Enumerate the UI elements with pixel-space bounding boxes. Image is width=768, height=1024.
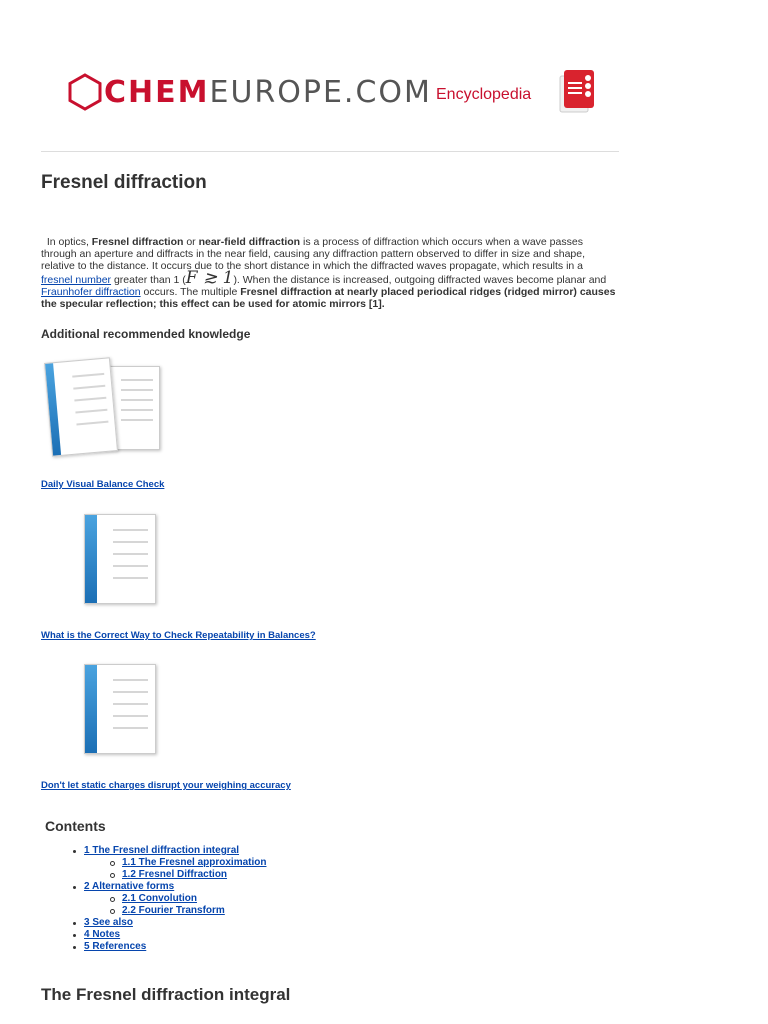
toc-link[interactable]: 1 The Fresnel diffraction integral <box>84 845 240 856</box>
toc-item <box>84 857 266 869</box>
toc-link[interactable]: 5 References <box>84 941 147 952</box>
logo-chem: CHEM <box>104 74 210 110</box>
toc-item <box>84 905 266 917</box>
encyclopedia-label[interactable]: Encyclopedia <box>436 86 532 103</box>
toc-link[interactable]: 2 Alternative forms <box>84 881 175 892</box>
recommended-link-3[interactable]: Don't let static charges disrupt your weighing accuracy <box>41 780 291 791</box>
toc-link[interactable]: 4 Notes <box>84 929 121 940</box>
toc-link[interactable]: 1.1 The Fresnel approximation <box>122 857 267 868</box>
toc-item <box>84 881 266 893</box>
contents-heading: Contents <box>45 818 106 834</box>
toc-item <box>84 917 266 929</box>
logo-rest: EUROPE.COM <box>209 74 432 110</box>
toc-item <box>84 893 266 905</box>
math-formula: F ≳ 1 <box>185 268 234 288</box>
toc-item <box>84 929 266 941</box>
encyclopedia-book-icon[interactable] <box>558 66 610 114</box>
recommended-link-2[interactable]: What is the Correct Way to Check Repeatability in Balances? <box>41 630 316 641</box>
site-header <box>68 64 628 124</box>
chemeurope-logo[interactable] <box>68 68 432 116</box>
recommended-link-1[interactable]: Daily Visual Balance Check <box>41 479 165 490</box>
toc-item <box>84 869 266 881</box>
recommended-thumbnail-3[interactable] <box>84 664 156 754</box>
table-of-contents <box>84 845 266 953</box>
toc-link[interactable]: 2.1 Convolution <box>122 893 197 904</box>
logo-text <box>104 75 432 110</box>
toc-link[interactable]: 3 See also <box>84 917 133 928</box>
hexagon-logo-icon <box>68 73 102 111</box>
header-divider <box>41 151 619 152</box>
fraunhofer-link[interactable]: Fraunhofer diffraction <box>41 286 141 298</box>
toc-link[interactable]: 2.2 Fourier Transform <box>122 905 225 916</box>
recommended-heading: Additional recommended knowledge <box>41 327 251 341</box>
toc-link[interactable]: 1.2 Fresnel Diffraction <box>122 869 228 880</box>
toc-item <box>84 845 266 857</box>
fresnel-number-link[interactable]: fresnel number <box>41 274 112 286</box>
toc-item <box>84 941 266 953</box>
recommended-thumbnail-2[interactable] <box>84 514 156 604</box>
recommended-thumbnail-1[interactable] <box>44 358 160 458</box>
intro-paragraph: In optics, Fresnel diffraction or near-field diffraction is a process of diffraction which occurs when a wave passes through an aperture and diffracts in the near field, causing any diffraction pattern observed to differ in size and shape, relative to the distance. It occurs due to the short distance in which the diffracted waves propagate, which results in a fresnel number greater than 1 (F ≳ 1). When the distance is increased, outgoing diffracted waves become planar and Fraunhofer diffraction occurs. The multiple Fresnel diffraction at nearly placed periodical ridges (ridged mirror) causes the specular reflection; this effect can be used for atomic mirrors [1]. <box>41 236 616 310</box>
section-heading-partial: The Fresnel diffraction integral <box>41 985 291 1004</box>
page-title: Fresnel diffraction <box>41 172 207 193</box>
